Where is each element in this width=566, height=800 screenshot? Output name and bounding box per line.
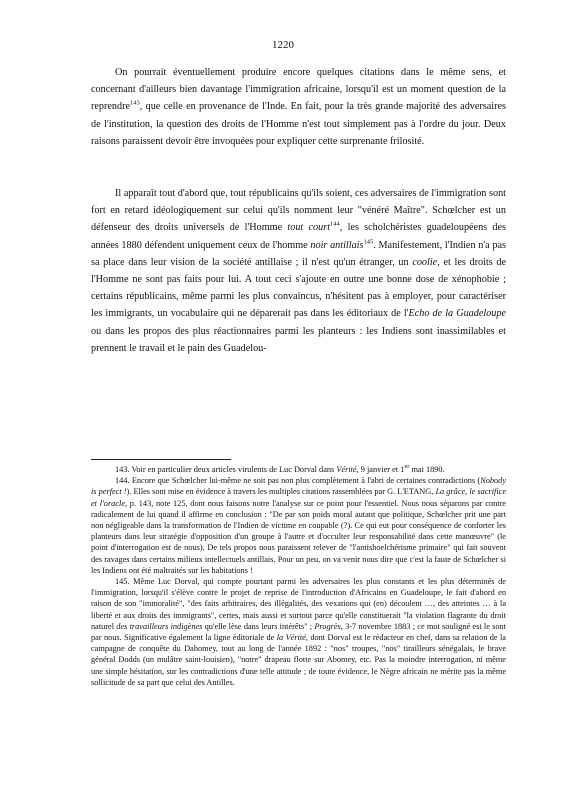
italic-echo-guadeloupe: Echo de la Guadeloupe	[408, 308, 506, 320]
italic-noir-antillais: noir antillais	[310, 239, 364, 251]
footnote-145-text-c: , 3-7 novembre 1883 ; ce mot souligné est le sont par nous. Significative également la ligne éditoriale de	[91, 621, 506, 643]
footnote-145-text-d: , dont Dorval est le rédacteur en chef, dans sa relation de la campagne de conquête du Dahomey, tout au long de l'année 1892 : "nos" troupes, "nos" tirailleurs sénégalais, le brave général Dodds (un mulâtre saint-louisien), "notre" drapeau flotte sur Abomey, etc. Pas la moindre interrogation, ni même une simple hésitation, sur les contradictions d'une telle attitude ; de toute évidence, le Nègre africain ne mérite pas la même sollicitude de sa part que celui des Antilles.	[91, 633, 506, 687]
footnote-145-text-a: 145. Même Luc Dorval, qui compte pourtant parmi les adversaires les plus constants et les plus déterminés de l'immigration, lorsqu'il s'élève contre le projet de reprise de l'introduction d'Africains en Guadeloupe, le fait d'abord en raison de son "immoralité", "des faits arbitraires, des illégalités, des vexations qui (en) découlent …, des atteintes … à la liberté et aux droits des immigrants", certes, mais aussi et surtout parce qu'elle constituerait "la violation flagrante du droit naturel	[91, 577, 506, 631]
footnotes	[91, 464, 506, 688]
footnote-143	[91, 464, 506, 475]
paragraph-2-text-c: . Manifestement, l'Indien n'a pas sa place dans leur vision de la société antillaise ; il n'est qu'un étranger, un	[91, 239, 506, 268]
paragraph-2-text-a: Il apparaît tout d'abord que, tout républicains qu'ils soient, ces adversaires de l'immigration sont fort en retard idéologiquement sur celui qu'ils nomment leur "vénéré Maître". Schœlcher est un défenseur des droits universels de l'Homme	[91, 188, 506, 234]
footnote-143-superscript: er	[404, 463, 410, 471]
footnote-144-text-b: ). Elles sont mise en évidence à travers les multiples citations rassemblées par G. L'ETANG,	[126, 487, 436, 497]
page-number: 1220	[272, 39, 294, 51]
footnote-145-italic-travailleurs: des travailleurs indigènes	[116, 621, 203, 631]
footnote-ref-143: 143	[130, 100, 140, 108]
footnote-145-italic-progres: Progrès	[314, 621, 341, 631]
footnote-divider	[91, 459, 231, 460]
paragraph-2-text-b: , les scholchéristes guadeloupéens des années 1880 défendent uniquement ceux de l'homme	[91, 222, 506, 251]
paragraph-2-text-d: , et les droits de l'Homme ne sont pas faits pour lui. A tout ceci s'ajoute en outre une bonne dose de xénophobie ; certains républicains, même parmi les plus convaincus, n'hésitent pas à employer, pour caractériser les immigrants, un vocabulaire qui ne déparerait pas dans les éditoriaux de l'	[91, 256, 506, 320]
footnote-144-italic-title: La grâce, le sacrifice et l'oracle	[91, 487, 506, 508]
footnote-143-text-b: , 9 janvier et 1	[356, 465, 405, 474]
footnote-145	[91, 576, 506, 688]
footnote-144-text-c: , p. 143, note 125, dont nous faisons notre l'analyse sur ce point pour l'essentiel. Nous nous séparons par contre radicalement de lui quand il affirme en conclusion : "De par son poids moral autant que politique, Schœlcher prit une part non négligeable dans la transformation de l'Indien de victime en coupable (?). Ce qui eut pour conséquence de conforter les planteurs dans leur stratégie d'opposition d'un groupe à l'autre et d'occulter leur responsabilité dans cette manœuvre" (le point d'interrogation est de nous). De tels propos nous paraissent relever de "l'antishoelchérisme primaire" qui fait souvent des ravages dans certains milieux intellectuels antillais. Pour un peu, on va venir nous dire que c'est la faute de Schœlcher si les Indiens ont été maltraités sur les habitations !	[91, 498, 506, 575]
italic-coolie: coolie	[412, 256, 438, 268]
paragraph-1-text-b: , que celle en provenance de l'Inde. En fait, pour la très grande majorité des adversaires de l'institution, la question des droits de l'Homme n'est tout simplement pas à l'ordre du jour. Deux raisons paraissent devoir être invoquées pour expliquer cette surprenante frilosité.	[91, 101, 506, 147]
footnote-145-italic-verite: la Vérité	[276, 633, 306, 643]
paragraph-2	[91, 185, 506, 357]
footnote-144	[91, 475, 506, 576]
footnote-144-italic-nobody: Nobody is perfect !	[91, 476, 506, 497]
footnote-143-italic-verite: Vérité	[336, 465, 357, 474]
paragraph-1	[91, 64, 506, 150]
paragraph-2-text-e: ou dans les propos des plus réactionnaires parmi les planteurs : les Indiens sont inassimilables et prennent le travail et le pain des Guadelou-	[91, 325, 506, 354]
footnote-ref-145: 145	[363, 238, 374, 246]
italic-tout-court: tout court	[287, 222, 331, 234]
footnote-ref-144: 144	[330, 221, 340, 229]
footnote-144-text-a: 144. Encore que Schœlcher lui-même ne soit pas non plus complètement à l'abri de certaines contradictions (	[115, 476, 481, 486]
paragraph-1-text-a: On pourrait éventuellement produire encore quelques citations dans le même sens, et concernant d'ailleurs bien davantage l'immigration africaine, lorsqu'il est un moment question de la reprendre	[91, 67, 506, 113]
footnote-145-text-b: qu'elle lèse dans leurs intérêts" ;	[202, 621, 315, 631]
footnote-143-text-a: 143. Voir en particulier deux articles virulents de Luc Dorval dans	[115, 465, 337, 474]
footnote-143-text-c: mai 1890.	[409, 465, 445, 474]
